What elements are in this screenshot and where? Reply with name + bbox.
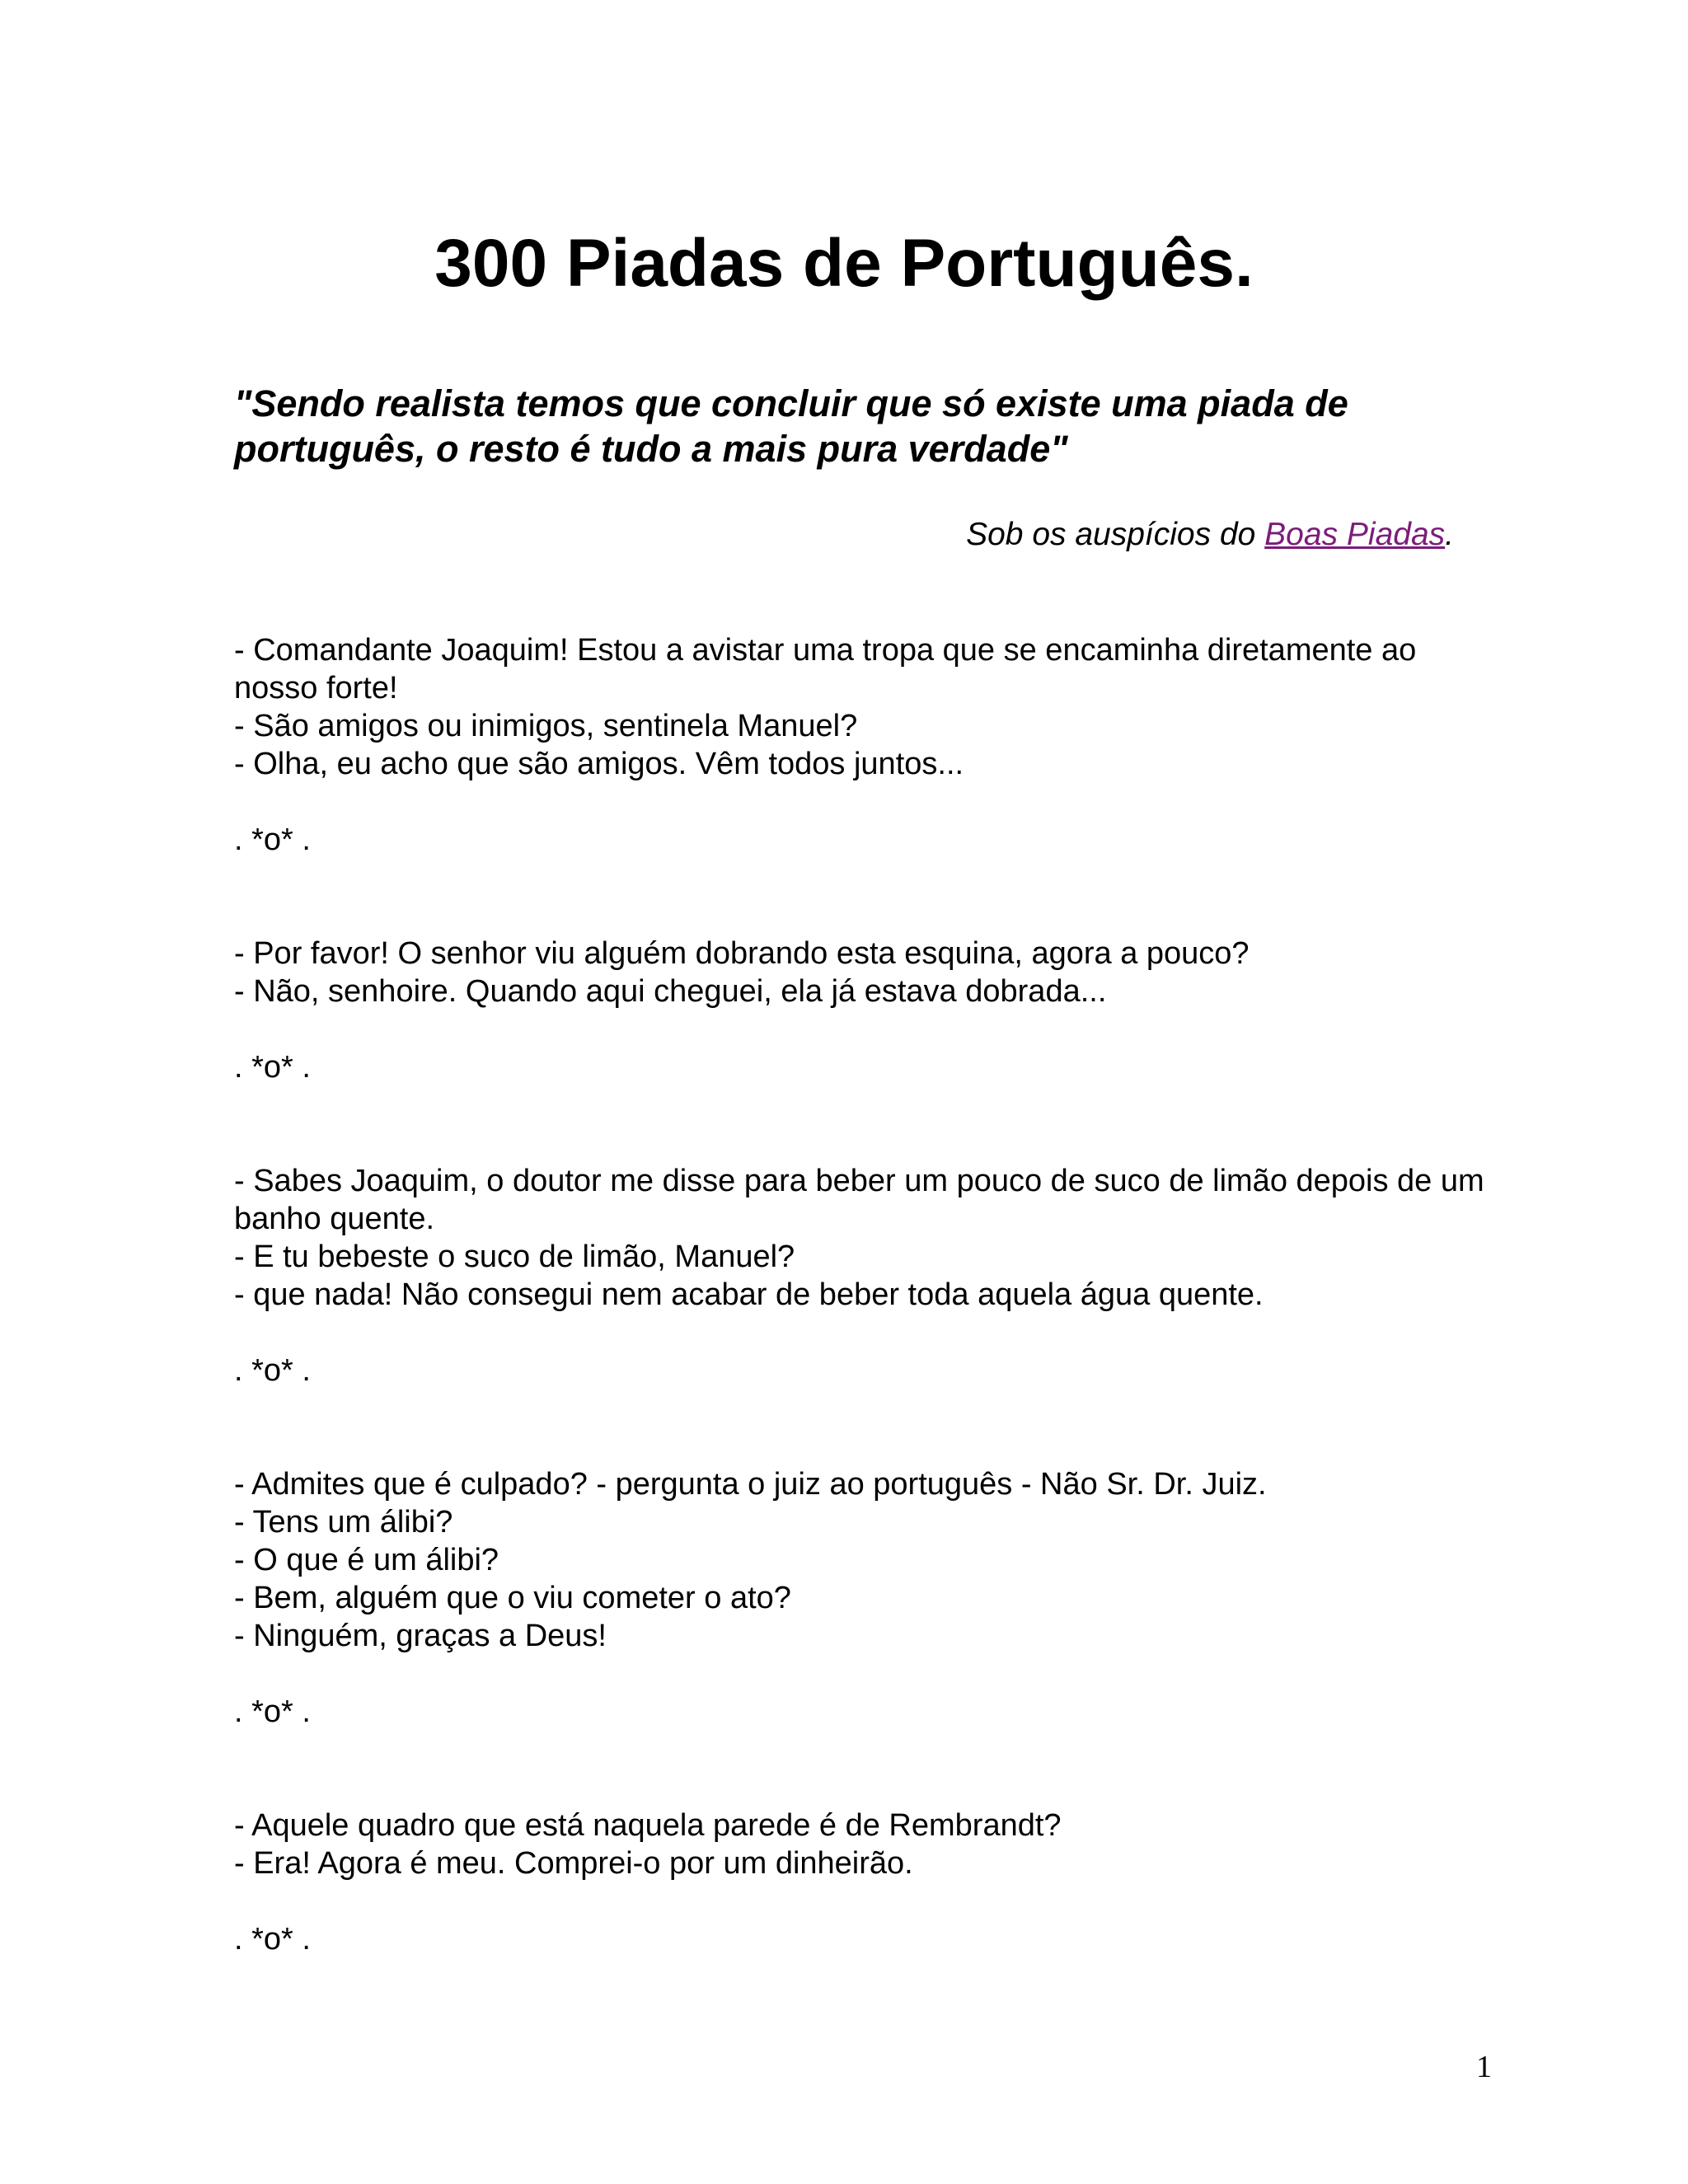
sponsor-line [234,514,1454,555]
joke-separator: . *o* . [234,1922,311,1957]
joke-line: - Ninguém, graças a Deus! [234,1619,607,1653]
joke-line: - Comandante Joaquim! Estou a avistar uma tropa que se encaminha diretamente ao nosso forte! [234,633,1417,705]
joke-separator: . *o* . [234,823,311,857]
page-number: 1 [1476,2050,1492,2084]
joke-line: - que nada! Não consegui nem acabar de beber toda aquela água quente. [234,1277,1264,1312]
epigraph-quote: "Sendo realista temos que concluir que só existe uma piada de português, o resto é tudo a mais pura verdade" [234,382,1348,470]
joke-separator: . *o* . [234,1050,311,1085]
joke-line: - Sabes Joaquim, o doutor me disse para beber um pouco de suco de limão depois de um banho quente. [234,1164,1484,1236]
joke-line: - São amigos ou inimigos, sentinela Manuel? [234,709,858,743]
joke-line: - Olha, eu acho que são amigos. Vêm todos juntos... [234,747,964,781]
boas-piadas-link[interactable]: Boas Piadas [1264,517,1446,552]
joke-line: - Por favor! O senhor viu alguém dobrando esta esquina, agora a pouco? [234,936,1250,971]
joke-separator: . *o* . [234,1694,311,1729]
jokes-list [234,631,1503,1958]
joke-1 [234,631,1503,859]
joke-line: - Aquele quadro que está naquela parede é de Rembrandt? [234,1808,1062,1843]
joke-line: - Não, senhoire. Quando aqui cheguei, ela já estava dobrada... [234,974,1107,1009]
joke-line: - Era! Agora é meu. Comprei-o por um dinheirão. [234,1846,913,1881]
joke-line: - O que é um álibi? [234,1543,499,1577]
joke-2 [234,935,1503,1086]
sponsor-suffix: . [1445,517,1454,552]
joke-5 [234,1807,1503,1958]
joke-separator: . *o* . [234,1353,311,1388]
joke-line: - Admites que é culpado? - pergunta o juiz ao português - Não Sr. Dr. Juiz. [234,1467,1267,1502]
document-title: 300 Piadas de Português. [434,226,1254,301]
sponsor-prefix: Sob os auspícios do [966,517,1265,552]
joke-4 [234,1465,1503,1731]
joke-line: - Tens um álibi? [234,1505,453,1540]
joke-line: - Bem, alguém que o viu cometer o ato? [234,1581,791,1615]
joke-line: - E tu bebeste o suco de limão, Manuel? [234,1240,795,1274]
joke-3 [234,1162,1503,1390]
